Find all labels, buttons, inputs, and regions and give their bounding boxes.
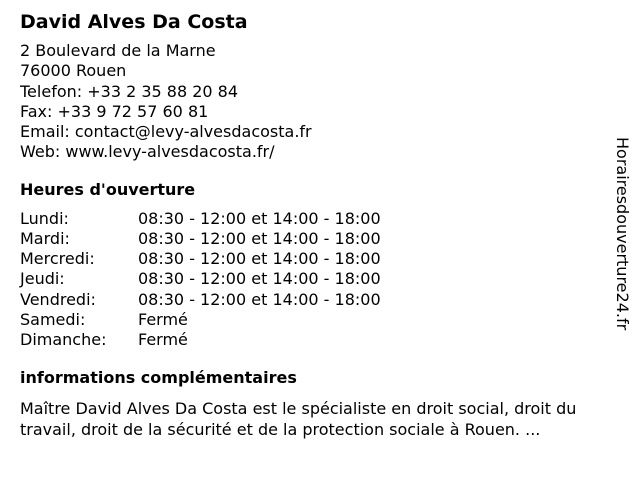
- hours-row-lundi: [20, 209, 605, 229]
- hours-row-dimanche: [20, 330, 605, 350]
- hours-row-mercredi: [20, 249, 605, 269]
- hours-day: Mardi:: [20, 228, 70, 248]
- hours-row-vendredi: [20, 290, 605, 310]
- hours-time: Fermé: [138, 309, 188, 329]
- hours-heading: Heures d'ouverture: [20, 179, 196, 199]
- fax-number: Fax: +33 9 72 57 60 81: [20, 101, 209, 121]
- hours-day: Dimanche:: [20, 330, 107, 349]
- business-name: David Alves Da Costa: [20, 11, 248, 33]
- email-address: Email: contact@levy-alvesdacosta.fr: [20, 122, 312, 142]
- contact-block: [20, 41, 605, 163]
- info-heading: informations complémentaires: [20, 368, 297, 388]
- address-street: 2 Boulevard de la Marne: [20, 41, 216, 60]
- hours-table: [20, 209, 605, 350]
- hours-time: 08:30 - 12:00 et 14:00 - 18:00: [138, 208, 381, 228]
- site-watermark: Horairesdouverture24.fr: [613, 137, 632, 331]
- hours-row-jeudi: [20, 269, 605, 289]
- hours-day: Jeudi:: [20, 269, 65, 289]
- hours-day: Mercredi:: [20, 249, 95, 269]
- phone-number: Telefon: +33 2 35 88 20 84: [20, 81, 239, 101]
- business-card: [20, 10, 605, 440]
- website-address: Web: www.levy-alvesdacosta.fr/: [20, 142, 275, 162]
- hours-row-samedi: [20, 310, 605, 330]
- hours-row-mardi: [20, 229, 605, 249]
- address-city: 76000 Rouen: [20, 61, 127, 81]
- hours-time: 08:30 - 12:00 et 14:00 - 18:00: [138, 289, 381, 309]
- hours-time: 08:30 - 12:00 et 14:00 - 18:00: [138, 228, 381, 248]
- hours-time: 08:30 - 12:00 et 14:00 - 18:00: [138, 269, 381, 289]
- hours-day: Vendredi:: [20, 289, 96, 309]
- hours-day: Samedi:: [20, 309, 86, 329]
- hours-time: Fermé: [138, 330, 188, 349]
- hours-time: 08:30 - 12:00 et 14:00 - 18:00: [138, 249, 381, 269]
- info-text: Maître David Alves Da Costa est le spécialiste en droit social, droit du travail, droit de la sécurité et de la protection sociale à Rouen. ...: [20, 399, 577, 440]
- hours-day: Lundi:: [20, 208, 69, 228]
